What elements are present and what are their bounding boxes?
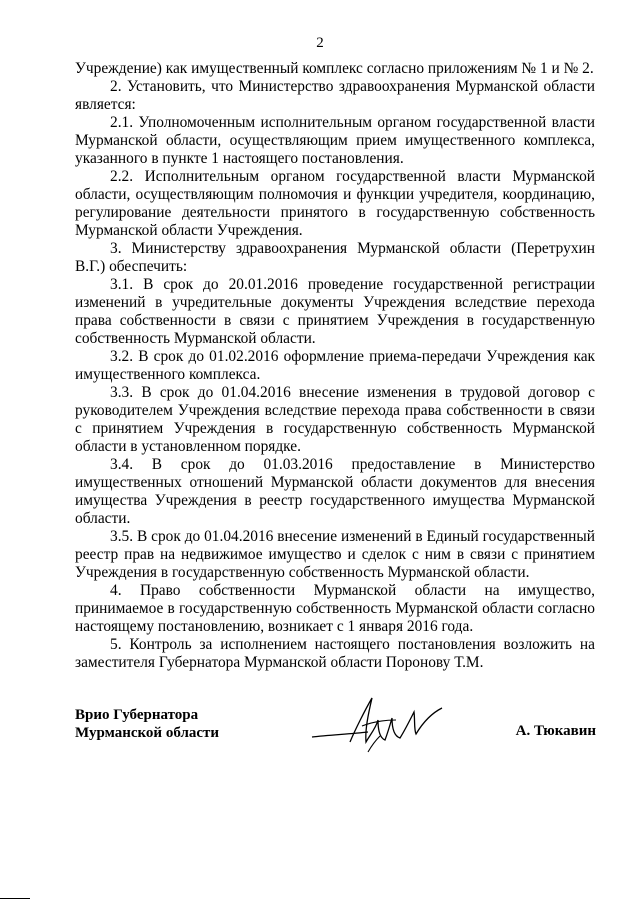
page-edge-mark [0,898,30,899]
paragraph-3-2: 3.2. В срок до 01.02.2016 оформление приема-передачи Учреждения как имущественного комплекса. [75,348,595,383]
page-number: 2 [316,35,324,51]
signatory-name: А. Тюкавин [515,723,596,739]
handwritten-signature [310,690,450,760]
signatory-title-line2: Мурманской области [75,725,220,741]
paragraph-2-2: 2.2. Исполнительным органом государственной власти Мурманской области, осуществляющим полномочия и функции учредителя, координацию, регулирование деятельности принятого в государственную собственность Мурманской области Учреждения. [75,168,595,239]
paragraph-continuation: Учреждение) как имущественный комплекс согласно приложениям № 1 и № 2. [75,60,594,77]
paragraph-5: 5. Контроль за исполнением настоящего постановления возложить на заместителя Губернатора Мурманской области Поронову Т.М. [75,636,595,671]
paragraph-4: 4. Право собственности Мурманской области на имущество, принимаемое в государственную собственность Мурманской области согласно настоящему постановлению, возникает с 1 января 2016 года. [75,582,595,635]
signatory-title-line1: Врио Губернатора [75,707,199,723]
paragraph-2-1: 2.1. Уполномоченным исполнительным органом государственной власти Мурманской области, осуществляющим прием имущественного комплекса, указанного в пункте 1 настоящего постановления. [75,114,595,167]
paragraph-3-4: 3.4. В срок до 01.03.2016 предоставление в Министерство имущественных отношений Мурманской области документов для внесения имущества Учреждения в реестр государственного имущества Мурманской области. [75,456,595,527]
paragraph-3: 3. Министерству здравоохранения Мурманской области (Перетрухин В.Г.) обеспечить: [75,240,595,275]
paragraph-3-3: 3.3. В срок до 01.04.2016 внесение изменения в трудовой договор с руководителем Учреждения вследствие перехода права собственности в связи с принятием Учреждения в государственную собственность Мурманской области в установленном порядке. [75,384,595,455]
signatory-title [75,706,219,742]
paragraph-2: 2. Установить, что Министерство здравоохранения Мурманской области является: [75,78,595,113]
paragraph-3-1: 3.1. В срок до 20.01.2016 проведение государственной регистрации изменений в учредительные документы Учреждения вследствие перехода права собственности в связи с принятием Учреждения в государственную собственность Мурманской области. [75,276,595,347]
document-body [75,60,595,672]
paragraph-3-5: 3.5. В срок до 01.04.2016 внесение изменений в Единый государственный реестр прав на недвижимое имущество и сделок с ним в связи с принятием Учреждения в государственную собственность Мурманской области. [75,528,595,581]
